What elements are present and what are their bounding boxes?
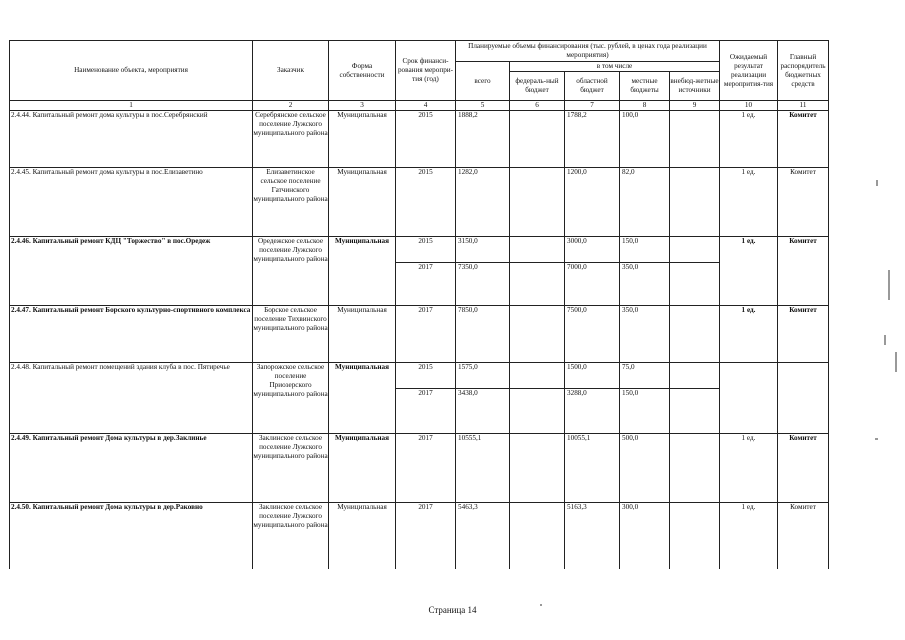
customer: Борское сельское поселение Тихвинского муниципального района bbox=[253, 306, 329, 363]
offbudget bbox=[670, 363, 720, 389]
offbudget bbox=[670, 111, 720, 168]
regional: 5163,3 bbox=[565, 503, 620, 570]
offbudget bbox=[670, 389, 720, 434]
federal bbox=[510, 363, 565, 389]
regional: 7000,0 bbox=[565, 263, 620, 306]
total: 3438,0 bbox=[456, 389, 510, 434]
manager: Комитет bbox=[778, 168, 829, 237]
financing-table bbox=[9, 40, 829, 569]
col-header-federal: федераль-ный бюджет bbox=[510, 72, 565, 101]
manager: Комитет bbox=[778, 111, 829, 168]
col-number: 2 bbox=[253, 101, 329, 111]
col-number: 3 bbox=[329, 101, 396, 111]
result: 1 ед. bbox=[720, 168, 778, 237]
column-number-row bbox=[10, 101, 829, 111]
local: 500,0 bbox=[620, 434, 670, 503]
offbudget bbox=[670, 237, 720, 263]
local: 82,0 bbox=[620, 168, 670, 237]
table-row bbox=[10, 363, 829, 389]
scan-speck bbox=[884, 335, 886, 345]
manager bbox=[778, 363, 829, 434]
offbudget bbox=[670, 503, 720, 570]
local: 300,0 bbox=[620, 503, 670, 570]
table-row bbox=[10, 237, 829, 263]
scan-speck bbox=[895, 352, 897, 372]
col-header-result: Ожидаемый результат реализации меропрития-тия bbox=[720, 41, 778, 101]
ownership: Муниципальная bbox=[329, 503, 396, 570]
year: 2017 bbox=[396, 306, 456, 363]
customer: Елизаветинское сельское поселение Гатчинского муниципального района bbox=[253, 168, 329, 237]
offbudget bbox=[670, 263, 720, 306]
total: 10555,1 bbox=[456, 434, 510, 503]
scan-speck bbox=[875, 438, 878, 440]
year: 2015 bbox=[396, 237, 456, 263]
federal bbox=[510, 237, 565, 263]
ownership: Муниципальная bbox=[329, 168, 396, 237]
result: 1 ед. bbox=[720, 111, 778, 168]
customer: Заклинское сельское поселение Лужского муниципального района bbox=[253, 434, 329, 503]
manager: Комитет bbox=[778, 237, 829, 306]
year: 2015 bbox=[396, 363, 456, 389]
customer: Заклинское сельское поселение Лужского муниципального района bbox=[253, 503, 329, 570]
local: 150,0 bbox=[620, 237, 670, 263]
manager: Комитет bbox=[778, 306, 829, 363]
table-row bbox=[10, 434, 829, 503]
object-name: 2.4.48. Капитальный ремонт помещений здания клуба в пос. Пятиречье bbox=[10, 363, 253, 434]
result: 1 ед. bbox=[720, 503, 778, 570]
col-header-ownership: Форма собственности bbox=[329, 41, 396, 101]
offbudget bbox=[670, 306, 720, 363]
col-header-manager: Главный распорядитель бюджетных средств bbox=[778, 41, 829, 101]
customer: Оредежское сельское поселение Лужского муниципального района bbox=[253, 237, 329, 306]
customer: Серебрянское сельское поселение Лужского муниципального района bbox=[253, 111, 329, 168]
local: 350,0 bbox=[620, 306, 670, 363]
year: 2017 bbox=[396, 263, 456, 306]
local: 100,0 bbox=[620, 111, 670, 168]
result: 1 ед. bbox=[720, 434, 778, 503]
ownership: Муниципальная bbox=[329, 237, 396, 306]
col-number: 7 bbox=[565, 101, 620, 111]
total: 1282,0 bbox=[456, 168, 510, 237]
year: 2017 bbox=[396, 503, 456, 570]
result bbox=[720, 363, 778, 434]
federal bbox=[510, 503, 565, 570]
table-row bbox=[10, 306, 829, 363]
regional: 7500,0 bbox=[565, 306, 620, 363]
total: 1888,2 bbox=[456, 111, 510, 168]
col-header-customer: Заказчик bbox=[253, 41, 329, 101]
result: 1 ед. bbox=[720, 237, 778, 306]
table-row bbox=[10, 168, 829, 237]
col-number: 10 bbox=[720, 101, 778, 111]
year: 2015 bbox=[396, 111, 456, 168]
year: 2015 bbox=[396, 168, 456, 237]
col-header-term: Срок финанси-рования меропри-тия (год) bbox=[396, 41, 456, 101]
col-number: 9 bbox=[670, 101, 720, 111]
total: 5463,3 bbox=[456, 503, 510, 570]
regional: 3288,0 bbox=[565, 389, 620, 434]
regional: 1788,2 bbox=[565, 111, 620, 168]
col-header-planned: Планируемые объемы финансирования (тыс. рублей, в ценах года реализации мероприятия) bbox=[456, 41, 720, 62]
object-name: 2.4.44. Капитальный ремонт дома культуры в пос.Серебрянский bbox=[10, 111, 253, 168]
ownership: Муниципальная bbox=[329, 111, 396, 168]
regional: 1500,0 bbox=[565, 363, 620, 389]
federal bbox=[510, 168, 565, 237]
federal bbox=[510, 263, 565, 306]
col-header-offbudget: внебюд-жетные источники bbox=[670, 72, 720, 101]
federal bbox=[510, 111, 565, 168]
local: 75,0 bbox=[620, 363, 670, 389]
total: 1575,0 bbox=[456, 363, 510, 389]
offbudget bbox=[670, 434, 720, 503]
col-number: 6 bbox=[510, 101, 565, 111]
regional: 3000,0 bbox=[565, 237, 620, 263]
year: 2017 bbox=[396, 389, 456, 434]
object-name: 2.4.46. Капитальный ремонт КДЦ "Торжество" в пос.Оредеж bbox=[10, 237, 253, 306]
col-number: 1 bbox=[10, 101, 253, 111]
col-number: 11 bbox=[778, 101, 829, 111]
object-name: 2.4.49. Капитальный ремонт Дома культуры в дер.Заклинье bbox=[10, 434, 253, 503]
federal bbox=[510, 389, 565, 434]
col-number: 5 bbox=[456, 101, 510, 111]
object-name: 2.4.50. Капитальный ремонт Дома культуры в дер.Раковно bbox=[10, 503, 253, 570]
col-number: 8 bbox=[620, 101, 670, 111]
manager: Комитет bbox=[778, 434, 829, 503]
col-header-regional: областной бюджет bbox=[565, 72, 620, 101]
local: 150,0 bbox=[620, 389, 670, 434]
scan-speck bbox=[888, 270, 890, 300]
federal bbox=[510, 306, 565, 363]
regional: 1200,0 bbox=[565, 168, 620, 237]
local: 350,0 bbox=[620, 263, 670, 306]
table-row bbox=[10, 503, 829, 570]
federal bbox=[510, 434, 565, 503]
ownership: Муниципальная bbox=[329, 434, 396, 503]
col-header-local: местные бюджеты bbox=[620, 72, 670, 101]
col-header-total: всего bbox=[456, 62, 510, 101]
total: 7850,0 bbox=[456, 306, 510, 363]
total: 3150,0 bbox=[456, 237, 510, 263]
col-header-including: в том числе bbox=[510, 62, 720, 72]
offbudget bbox=[670, 168, 720, 237]
object-name: 2.4.45. Капитальный ремонт дома культуры в пос.Елизаветино bbox=[10, 168, 253, 237]
col-number: 4 bbox=[396, 101, 456, 111]
ownership: Муниципальная bbox=[329, 363, 396, 434]
scan-speck bbox=[876, 180, 878, 186]
header-row-1 bbox=[10, 41, 829, 62]
regional: 10055,1 bbox=[565, 434, 620, 503]
ownership: Муниципальная bbox=[329, 306, 396, 363]
table-row bbox=[10, 111, 829, 168]
total: 7350,0 bbox=[456, 263, 510, 306]
result: 1 ед. bbox=[720, 306, 778, 363]
col-header-name: Наименование объекта, мероприятия bbox=[10, 41, 253, 101]
manager: Комитет bbox=[778, 503, 829, 570]
scan-speck bbox=[540, 604, 542, 606]
page-number: Страница 14 bbox=[428, 605, 477, 615]
object-name: 2.4.47. Капитальный ремонт Борского культурно-спортивного комплекса bbox=[10, 306, 253, 363]
customer: Запорожское сельское поселение Приозерского муниципального района bbox=[253, 363, 329, 434]
year: 2017 bbox=[396, 434, 456, 503]
